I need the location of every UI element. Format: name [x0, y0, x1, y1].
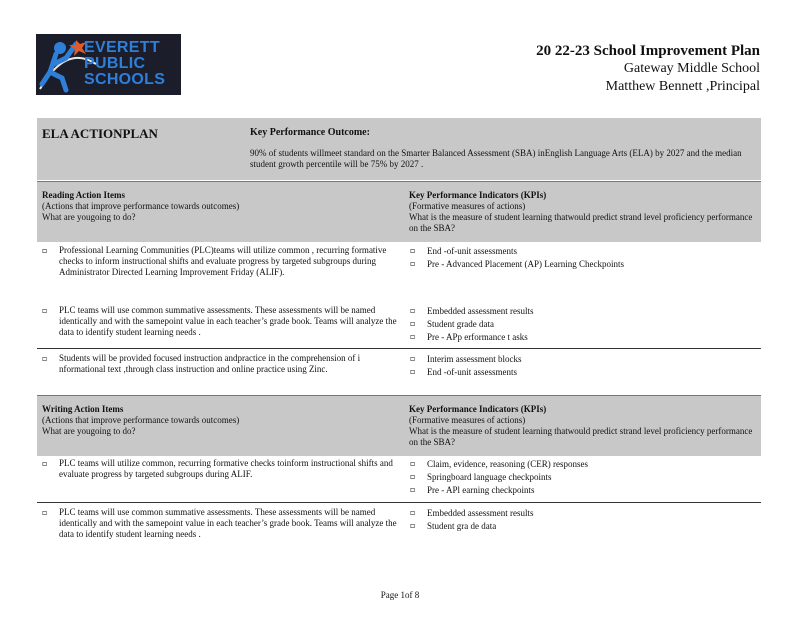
writing-action-2 — [42, 507, 404, 540]
bullet-icon: ▫ — [410, 459, 416, 468]
writing-action-sub2: What are yougoing to do? — [42, 426, 136, 436]
writing-kpi-list-1 — [409, 458, 754, 496]
reading-action-sub2: What are yougoing to do? — [42, 212, 136, 222]
list-item: ▫ End -of-unit assessments — [410, 367, 517, 377]
writing-section-header — [37, 395, 761, 456]
bullet-icon: ▫ — [410, 521, 416, 530]
bullet-icon: ▫ — [42, 508, 48, 517]
reading-kpi-list-3 — [409, 353, 754, 378]
bullet-icon: ▫ — [42, 459, 48, 468]
bullet-icon: ▫ — [410, 319, 416, 328]
writing-action-title: Writing Action Items — [42, 404, 124, 414]
row-divider — [37, 502, 761, 503]
plan-header-band — [37, 118, 761, 180]
reading-kpi-sub2: What is the measure of student learning thatwould predict strand level proficiency performance on the SBA? — [409, 212, 753, 233]
reading-kpi-title: Key Performance Indicators (KPIs) — [409, 190, 547, 200]
list-item: ▫ End -of-unit assessments — [410, 246, 517, 256]
reading-action-1-text: Professional Learning Communities (PLC)teams will utilize common , recurring formative checks to inform instructional shifts and evaluate progress by targeted subgroups during Administrator Directed Learning Improvement Friday (ALIF). — [59, 245, 387, 277]
reading-action-1 — [42, 245, 404, 278]
list-item: ▫ Claim, evidence, reasoning (CER) responses — [410, 459, 588, 469]
bullet-icon: ▫ — [410, 246, 416, 255]
writing-action-1 — [42, 458, 404, 480]
reading-section-header — [37, 181, 761, 242]
kpo-label: Key Performance Outcome: — [250, 127, 370, 138]
bullet-icon: ▫ — [42, 246, 48, 255]
document-title: 20 22-23 School Improvement Plan — [536, 43, 760, 59]
list-item: ▫ Pre - APl earning checkpoints — [410, 485, 535, 495]
list-item: ▫ Pre - Advanced Placement (AP) Learning Checkpoints — [410, 259, 624, 269]
reading-action-title: Reading Action Items — [42, 190, 125, 200]
plan-title: ELA ACTIONPLAN — [42, 126, 158, 141]
bullet-icon: ▫ — [410, 259, 416, 268]
list-item: ▫ Embedded assessment results — [410, 306, 534, 316]
bullet-icon: ▫ — [410, 306, 416, 315]
logo-text-line2: PUBLIC — [84, 55, 146, 72]
reading-kpi-sub1: (Formative measures of actions) — [409, 201, 526, 211]
bullet-icon: ▫ — [410, 485, 416, 494]
list-item: ▫ Springboard language checkpoints — [410, 472, 552, 482]
logo-text-line1: EVERETT — [84, 39, 160, 56]
reading-action-2-text: PLC teams will use common summative assessments. These assessments will be named identically and with the samepoint value in each teacher’s grade book. Teams will analyze the data to identify student learning needs . — [59, 305, 397, 337]
reading-action-2 — [42, 305, 404, 338]
list-item: ▫ Student grade data — [410, 319, 494, 329]
reading-kpi-list-2 — [409, 305, 754, 343]
principal-name: Matthew Bennett ,Principal — [605, 79, 760, 94]
writing-action-1-text: PLC teams will utilize common, recurring formative checks toinform instructional shifts and evaluate progress by targeted subgroups during ALIF. — [59, 458, 393, 479]
reading-kpi-list-1 — [409, 245, 754, 270]
writing-kpi-sub2: What is the measure of student learning thatwould predict strand level proficiency performance on the SBA? — [409, 426, 753, 447]
writing-kpi-sub1: (Formative measures of actions) — [409, 415, 526, 425]
row-divider — [37, 348, 761, 349]
bullet-icon: ▫ — [42, 354, 48, 363]
school-name: Gateway Middle School — [623, 61, 760, 76]
writing-kpi-list-2 — [409, 507, 754, 532]
bullet-icon: ▫ — [410, 367, 416, 376]
writing-kpi-title: Key Performance Indicators (KPIs) — [409, 404, 547, 414]
list-item: ▫ Embedded assessment results — [410, 508, 534, 518]
reading-action-3-text: Students will be provided focused instruction andpractice in the comprehension of i nformational text ,through class instruction and online practice using Zinc. — [59, 353, 361, 374]
bullet-icon: ▫ — [42, 306, 48, 315]
list-item: ▫ Interim assessment blocks — [410, 354, 522, 364]
district-logo — [36, 34, 181, 95]
bullet-icon: ▫ — [410, 332, 416, 341]
bullet-icon: ▫ — [410, 508, 416, 517]
bullet-icon: ▫ — [410, 354, 416, 363]
writing-action-2-text: PLC teams will use common summative assessments. These assessments will be named identically and with the samepoint value in each teacher’s grade book. Teams will analyze the data to identify student learning needs . — [59, 507, 397, 539]
bullet-icon: ▫ — [410, 472, 416, 481]
list-item: ▫ Student gra de data — [410, 521, 497, 531]
page-number: Page 1of 8 — [380, 590, 420, 600]
document-header — [536, 42, 760, 96]
kpo-text: 90% of students willmeet standard on the Smarter Balanced Assessment (SBA) inEnglish Language Arts (ELA) by 2027 and the median student growth percentile will be 75% by 2027 . — [250, 148, 742, 169]
reading-action-3 — [42, 353, 404, 375]
reading-action-sub1: (Actions that improve performance towards outcomes) — [42, 201, 240, 211]
writing-action-sub1: (Actions that improve performance towards outcomes) — [42, 415, 240, 425]
list-item: ▫ Pre - APp erformance t asks — [410, 332, 528, 342]
logo-text-line3: SCHOOLS — [84, 71, 166, 88]
